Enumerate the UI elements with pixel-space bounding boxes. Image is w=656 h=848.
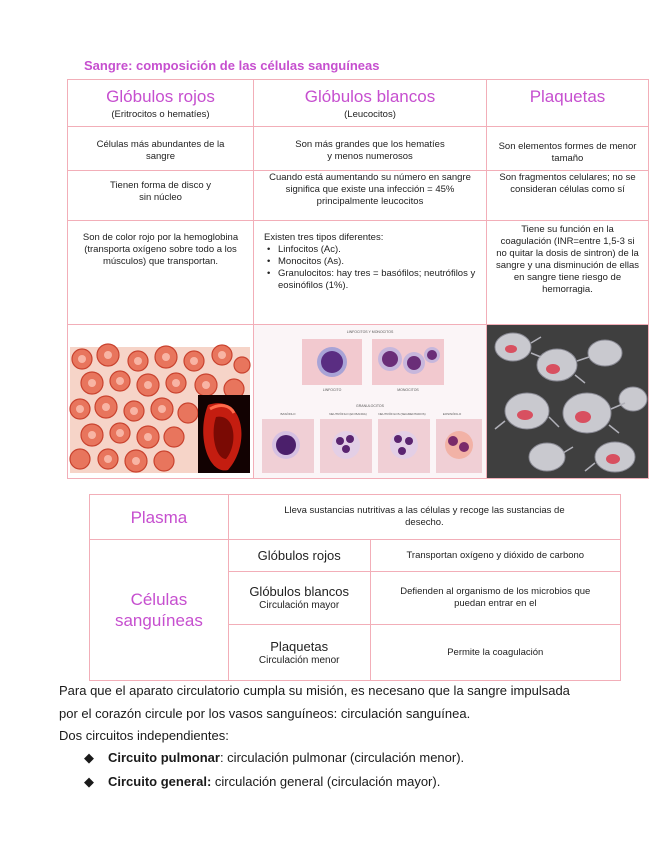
red-blood-cells-image: [68, 325, 253, 478]
paragraph-line: Dos circuitos independientes:: [59, 728, 229, 743]
leukocyte-types-list: [264, 244, 476, 292]
table-row: [68, 171, 649, 221]
plasma-label: Plasma: [130, 507, 188, 527]
cell-blancos-3: Existen tres tipos diferentes: • Linfocitos (Ac). • Monocitos (As). • Granulocitos: hay tres = basófilos; neutrófilos y eosinófilos (1%).: [254, 221, 486, 292]
cell-blancos-1: Son más grandes que los hematíes y menos numerosos: [295, 139, 445, 162]
paragraph-line: Para que el aparato circulatorio cumpla su misión, es necesano que la sangre impulsada: [59, 683, 570, 698]
row-name: Glóbulos blancos: [249, 584, 350, 599]
label-monocito: MONOCITOS: [397, 388, 419, 392]
list-item: ◆ Circuito pulmonar: circulación pulmonar (circulación menor).: [84, 750, 465, 765]
blood-cells-table: [67, 79, 649, 479]
blood-summary-table: [89, 494, 621, 681]
cell-plaquetas-3: Tiene su función en la coagulación (INR=entre 1,5-3 si no quitar la dosis de sintron) de la sangre y una disminución de ellas en sangre tiene riesgo de hemorragia.: [495, 224, 640, 295]
header-plaquetas: Plaquetas: [487, 80, 649, 127]
row-text: Defienden al organismo de los microbios que puedan entrar en el: [400, 586, 591, 609]
list-item: ◆ Circuito general: circulación general (circulación mayor).: [84, 774, 441, 789]
list-item: • Monocitos (As).: [278, 256, 476, 268]
document-title: Sangre: composición de las células sanguíneas: [84, 58, 380, 73]
plasma-text: Lleva sustancias nutritivas a las células y recoge las sustancias de desecho.: [284, 505, 565, 528]
row-sub: Circulación menor: [258, 654, 340, 666]
cell-rojos-2: Tienen forma de disco y sin núcleo: [109, 180, 212, 203]
row-sub: Circulación mayor: [259, 600, 340, 611]
table-row: [90, 495, 621, 540]
table-row: [68, 221, 649, 325]
header-globulos-blancos: Glóbulos blancos (Leucocitos): [254, 80, 487, 127]
list-item: • Granulocitos: hay tres = basófilos; neutrófilos y eosinófilos (1%).: [278, 268, 476, 292]
row-text: Permite la coagulación: [447, 646, 544, 658]
label-neutrofilo-segmentado: NEUTRÓFILOS (SEGMENTADOS): [378, 412, 426, 416]
list-item: • Linfocitos (Ac).: [278, 244, 476, 256]
label-linfocito: LINFOCITO: [322, 388, 342, 392]
header-row: [68, 80, 649, 127]
celulas-sanguineas-label: Células sanguíneas: [114, 590, 203, 630]
row-text: Transportan oxígeno y dióxido de carbono: [406, 549, 585, 561]
row-name: Glóbulos rojos: [257, 547, 341, 563]
platelets-image: [487, 325, 648, 478]
cell-plaquetas-2: Son fragmentos celulares; no se consideran células como sí: [499, 172, 636, 195]
cell-blancos-2: Cuando está aumentando su número en sangre significa que existe una infección = 45% principalmente leucocitos: [269, 172, 471, 207]
table-row: [68, 127, 649, 171]
cell-plaquetas-1: Son elementos formes de menor tamaño: [498, 141, 637, 164]
label-eosinofilo: EOSINÓFILO: [442, 412, 462, 416]
label-basofilo: BASÓFILO: [280, 412, 296, 416]
table-row: [90, 540, 621, 572]
label-granulocitos: GRANULOCITOS: [356, 404, 384, 408]
diamond-bullet-icon: ◆: [84, 774, 94, 789]
white-blood-cells-image: [254, 325, 486, 478]
image-row: [68, 325, 649, 479]
header-globulos-rojos: Glóbulos rojos (Eritrocitos o hematíes): [68, 80, 254, 127]
label-neutrofilo-banda: NEUTRÓFILO (EN BANDA): [329, 412, 367, 416]
cell-rojos-3: Son de color rojo por la hemoglobina (transporta oxígeno sobre todo a los músculos) que transportan.: [82, 232, 239, 267]
image-caption-top: LINFOCITOS Y MONOCITOS: [346, 330, 394, 334]
diamond-bullet-icon: ◆: [84, 750, 94, 765]
row-name: Plaquetas: [270, 638, 329, 654]
paragraph-line: por el corazón circule por los vasos sanguíneos: circulación sanguínea.: [59, 706, 471, 721]
cell-rojos-1: Células más abundantes de la sangre: [96, 139, 225, 162]
